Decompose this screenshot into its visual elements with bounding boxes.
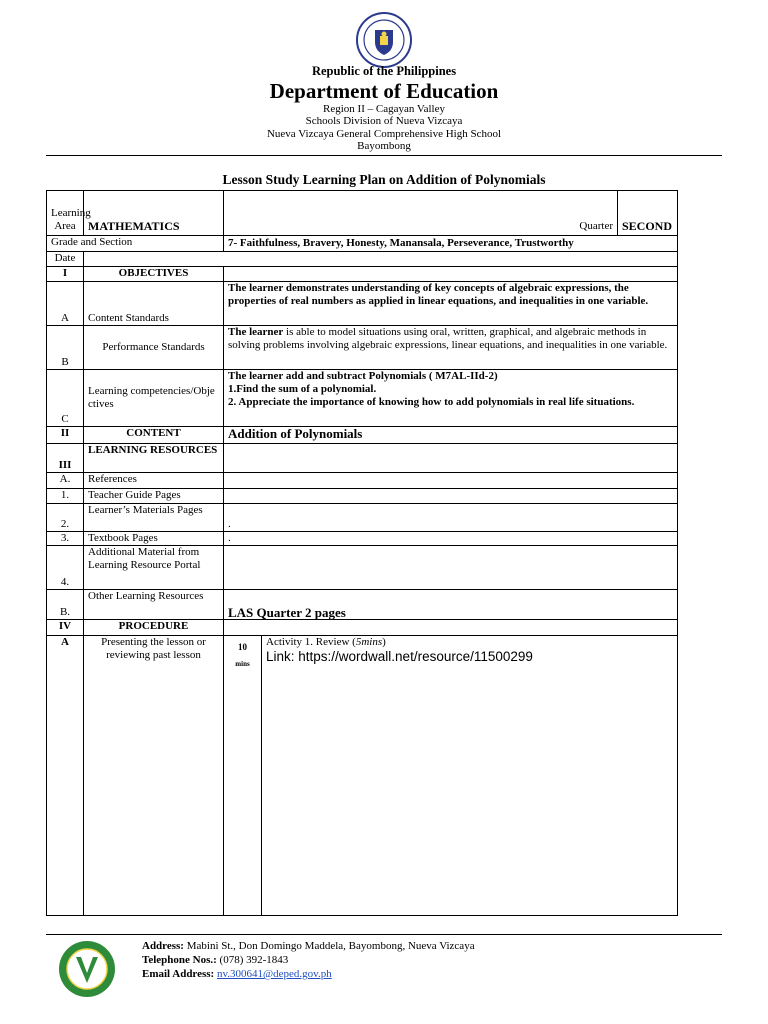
additional-material-num: 4. [47,546,84,590]
references-row [47,473,678,489]
header-divider [46,155,722,156]
learning-area-row [47,191,678,236]
additional-material-label: Additional Material from Learning Resource Portal [84,546,224,590]
procedure-a-letter: A [47,636,84,916]
content-heading: CONTENT [84,427,224,444]
telephone-label: Telephone Nos.: [142,954,217,966]
wordwall-link[interactable]: Link: https://wordwall.net/resource/11500299 [266,649,533,664]
footer-address [142,939,475,953]
town-text: Bayombong [357,140,411,152]
resources-num: III [47,444,84,473]
content-standards-letter: A [47,282,84,326]
competencies-row [47,370,678,427]
other-resources-row [47,590,678,620]
division-text: Schools Division of Nueva Vizcaya [305,115,463,127]
learners-materials-value: . [224,504,678,532]
address-label: Address: [142,940,184,952]
learners-materials-num: 2. [47,504,84,532]
grade-row [47,236,678,252]
grade-label: Grade and Section [47,236,224,252]
objectives-num: I [47,267,84,282]
procedure-a-activity [262,636,678,916]
performance-standards-label: Performance Standards [84,326,224,370]
competencies-letter: C [47,370,84,427]
performance-rest: is able to model situations using oral, written, graphical, and algebraic methods in solving problems involving algebraic expressions, linear equations, and inequalities in one variable. [228,326,668,351]
email-label: Email Address: [142,968,215,980]
teacher-guide-label: Teacher Guide Pages [84,489,224,504]
lesson-plan-table [46,190,678,916]
performance-standards-row [47,326,678,370]
teacher-guide-row [47,489,678,504]
learning-area-value: MATHEMATICS [84,191,224,236]
other-resources-letter: B. [47,590,84,620]
resources-heading: LEARNING RESOURCES [84,444,224,473]
learners-materials-label: Learner’s Materials Pages [84,504,224,532]
competency-line-3: 2. Appreciate the importance of knowing how to add polynomials in real life situations. [228,396,635,408]
content-row [47,427,678,444]
procedure-a-row [47,636,678,916]
additional-material-value [224,546,678,590]
activity-title [266,636,673,649]
performance-bold: The learner [228,326,284,338]
performance-standards-letter: B [47,326,84,370]
competencies-text [224,370,678,427]
other-resources-label: Other Learning Resources [84,590,224,620]
competency-line-2: 1.Find the sum of a polynomial. [228,383,377,395]
deped-seal-logo [356,12,412,68]
time-unit: mins [235,660,250,668]
date-row [47,252,678,267]
content-standards-row [47,282,678,326]
time-value: 10 [238,642,247,652]
procedure-blank [224,620,678,636]
region-text: Region II – Cagayan Valley [323,103,445,115]
content-value: Addition of Polynomials [224,427,678,444]
address-value: Mabini St., Don Domingo Maddela, Bayombong, Nueva Vizcaya [183,940,475,952]
textbook-label: Textbook Pages [84,532,224,546]
activity-time: 5mins [355,636,383,648]
performance-standards-text [224,326,678,370]
resources-blank [224,444,678,473]
quarter-value: SECOND [618,191,678,236]
plan-title: Lesson Study Learning Plan on Addition of Polynomials [222,172,546,187]
other-resources-value: LAS Quarter 2 pages [224,590,678,620]
resources-heading-row [47,444,678,473]
procedure-heading-row [47,620,678,636]
grade-value: 7- Faithfulness, Bravery, Honesty, Manansala, Perseverance, Trustworthy [224,236,678,252]
republic-text: Republic of the Philippines [311,64,457,78]
references-blank [224,473,678,489]
procedure-a-label: Presenting the lesson or reviewing past lesson [84,636,224,916]
additional-material-row [47,546,678,590]
telephone-value: (078) 392-1843 [216,954,289,966]
footer-divider [46,934,722,935]
procedure-a-time [224,636,262,916]
department-title: Department of Education [269,79,499,103]
objectives-heading-row [47,267,678,282]
quarter-label: Quarter [224,191,618,236]
footer-telephone [142,953,288,967]
textbook-value: . [224,532,678,546]
procedure-heading: PROCEDURE [84,620,224,636]
school-name: Nueva Vizcaya General Comprehensive High School [266,128,502,140]
activity-text: Activity 1. Review ( [266,636,356,648]
competencies-label: Learning competencies/Objectives [84,370,224,427]
learners-materials-row [47,504,678,532]
learning-area-label: Learning Area [47,191,84,236]
content-standards-text: The learner demonstrates understanding of key concepts of algebraic expressions, the properties of real numbers as applied in linear equations, and inequalities in one variable. [224,282,678,326]
references-label: References [84,473,224,489]
objectives-blank [224,267,678,282]
textbook-row [47,532,678,546]
footer-email [142,967,332,981]
objectives-heading: OBJECTIVES [84,267,224,282]
activity-end: ) [382,636,386,648]
school-logo [57,939,117,999]
date-label: Date [47,252,84,267]
date-value [84,252,678,267]
teacher-guide-num: 1. [47,489,84,504]
competency-line-1: The learner add and subtract Polynomials ( M7AL-IId-2) [228,370,498,382]
content-num: II [47,427,84,444]
email-link[interactable]: nv.300641@deped.gov.ph [216,968,332,980]
content-standards-label: Content Standards [84,282,224,326]
textbook-num: 3. [47,532,84,546]
teacher-guide-value [224,489,678,504]
references-letter: A. [47,473,84,489]
procedure-num: IV [47,620,84,636]
